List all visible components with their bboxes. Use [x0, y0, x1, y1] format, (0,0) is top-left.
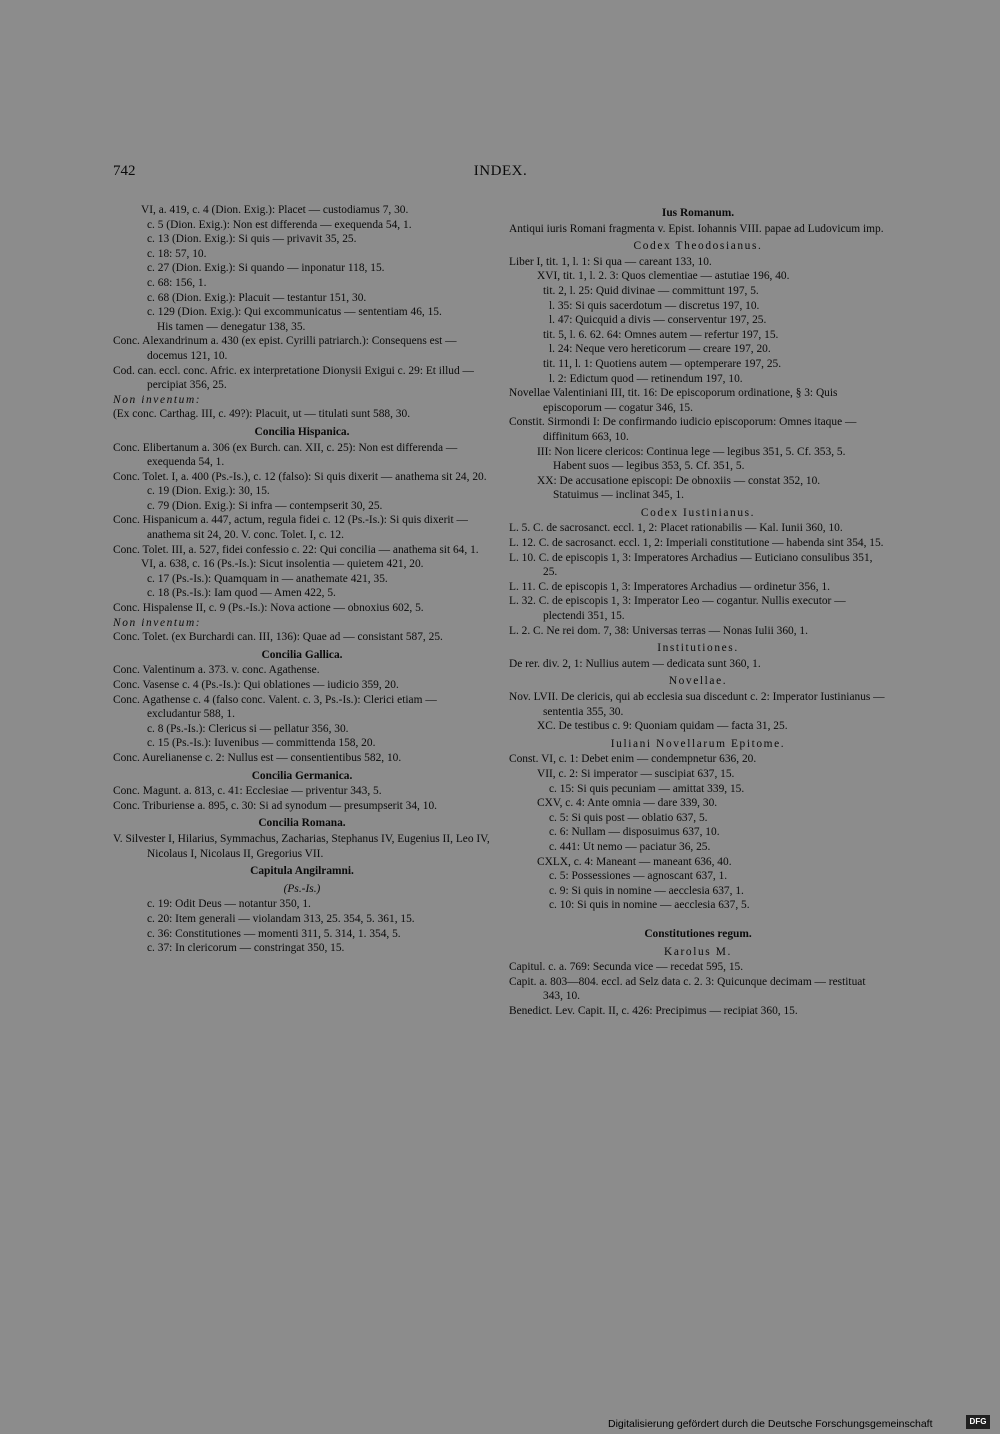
- index-entry: Antiqui iuris Romani fragmenta v. Epist. Iohannis VIII. papae ad Ludovicum imp.: [509, 222, 884, 235]
- index-entry: Conc. Hispanicum a. 447, actum, regula fidei c. 12 (Ps.-Is.): Si quis dixerit — anathema sit 24, 20. V. conc. Tolet. I, c. 12.: [113, 514, 468, 542]
- index-entry: Conc. Tolet. III, a. 527, fidei confessio c. 22: Qui concilia — anathema sit 64, 1.: [113, 543, 479, 556]
- index-entry: Statuimus — inclinat 345, 1.: [553, 489, 684, 502]
- index-entry: c. 18 (Ps.-Is.): Iam quod — Amen 422, 5.: [147, 587, 336, 600]
- index-entry: XX: De accusatione episcopi: De obnoxiis — constat 352, 10.: [537, 474, 821, 487]
- index-entry: Habent suos — legibus 353, 5. Cf. 351, 5.: [553, 460, 745, 473]
- index-entry: c. 36: Constitutiones — momenti 311, 5. 314, 1. 354, 5.: [147, 927, 401, 940]
- index-entry: c. 13 (Dion. Exig.): Si quis — privavit 35, 25.: [147, 233, 357, 246]
- index-entry: c. 8 (Ps.-Is.): Clericus si — pellatur 356, 30.: [147, 722, 349, 735]
- page-number: 742: [113, 163, 136, 179]
- index-entry: tit. 2, l. 25: Quid divinae — committunt 197, 5.: [543, 284, 759, 297]
- index-entry: L. 5. C. de sacrosanct. eccl. 1, 2: Placet rationabilis — Kal. Iunii 360, 10.: [509, 522, 843, 535]
- index-entry: c. 19 (Dion. Exig.): 30, 15.: [147, 485, 270, 498]
- section-heading: Capitula Angilramni.: [250, 865, 354, 878]
- index-entry: c. 20: Item generali — violandam 313, 25. 354, 5. 361, 15.: [147, 912, 415, 925]
- index-entry: c. 17 (Ps.-Is.): Quamquam in — anathemate 421, 35.: [147, 572, 388, 585]
- index-entry: tit. 5, l. 6. 62. 64: Omnes autem — refertur 197, 15.: [543, 328, 779, 341]
- index-entry: His tamen — denegatur 138, 35.: [157, 320, 306, 333]
- subsection-heading: Codex Iustinianus.: [640, 506, 756, 519]
- subsection-label: Non inventum:: [113, 616, 202, 629]
- subsection-heading: Iuliani Novellarum Epitome.: [610, 737, 786, 750]
- index-entry: L. 12. C. de sacrosanct. eccl. 1, 2: Imperiali constitutione — habenda sint 354, 15.: [509, 537, 884, 550]
- index-entry: Conc. Magunt. a. 813, c. 41: Ecclesiae — priventur 343, 5.: [113, 785, 382, 798]
- index-entry: tit. 11, l. 1: Quotiens autem — optemperare 197, 25.: [543, 357, 782, 370]
- section-heading: Concilia Gallica.: [261, 648, 343, 661]
- index-entry: l. 24: Neque vero hereticorum — creare 197, 20.: [549, 343, 771, 356]
- index-entry: Conc. Alexandrinum a. 430 (ex epist. Cyrilli patriarch.): Consequens est — docemus 121, 10.: [113, 335, 457, 362]
- section-heading: Concilia Romana.: [258, 817, 346, 830]
- index-entry: Conc. Aurelianense c. 2: Nullus est — consentientibus 582, 10.: [113, 751, 402, 764]
- index-entry: Conc. Triburiense a. 895, c. 30: Si ad synodum — presumpserit 34, 10.: [113, 799, 437, 812]
- page-header: [113, 163, 888, 183]
- subsection-heading: Codex Theodosianus.: [633, 240, 763, 253]
- index-entry: XVI, tit. 1, l. 2. 3: Quos clementiae — astutiae 196, 40.: [537, 270, 790, 283]
- index-entry: c. 5: Possessiones — agnoscant 637, 1.: [549, 870, 728, 883]
- section-heading: Constitutiones regum.: [644, 927, 752, 940]
- dfg-logo-icon: DFG: [966, 1415, 990, 1429]
- subsection-label: Non inventum:: [113, 393, 202, 406]
- index-entry: c. 68: 156, 1.: [147, 276, 207, 289]
- section-heading: Ius Romanum.: [661, 207, 735, 219]
- index-entry: Conc. Vasense c. 4 (Ps.-Is.): Qui oblationes — iudicio 359, 20.: [113, 679, 399, 691]
- section-note: (Ps.-Is.): [283, 882, 321, 895]
- index-entry: Conc. Agathense c. 4 (falso conc. Valent. c. 3, Ps.-Is.): Clerici etiam — excludantur 588, 1.: [113, 693, 437, 721]
- index-entry: VII, c. 2: Si imperator — suscipiat 637, 15.: [537, 767, 735, 780]
- index-entry: Conc. Tolet. (ex Burchardi can. III, 136): Quae ad — consistant 587, 25.: [113, 631, 443, 644]
- index-entry: c. 9: Si quis in nomine — aecclesia 637, 1.: [549, 884, 744, 897]
- index-entry: L. 10. C. de episcopis 1, 3: Imperatores Archadius — Euticiano consulibus 351, 25.: [509, 551, 873, 579]
- index-entry: L. 2. C. Ne rei dom. 7, 38: Universas terras — Nonas Iulii 360, 1.: [509, 624, 808, 637]
- index-entry: l. 47: Quicquid a divis — conserventur 197, 25.: [549, 314, 767, 327]
- index-entry: l. 35: Si quis sacerdotum — discretus 197, 10.: [549, 299, 760, 312]
- index-entry: c. 37: In clericorum — constringat 350, 15.: [147, 942, 345, 955]
- index-entry: Liber I, tit. 1, l. 1: Si qua — careant 133, 10.: [509, 255, 712, 268]
- index-entry: c. 15: Si quis pecuniam — amittat 339, 15.: [549, 782, 745, 795]
- index-entry: Novellae Valentiniani III, tit. 16: De episcoporum ordinatione, § 3: Quis episcoporum — cogatur 346, 15.: [509, 387, 838, 414]
- index-entry: CXLX, c. 4: Maneant — maneant 636, 40.: [537, 855, 732, 868]
- section-heading: Concilia Germanica.: [251, 769, 353, 782]
- index-entry: Benedict. Lev. Capit. II, c. 426: Precipimus — recipiat 360, 15.: [509, 1004, 798, 1017]
- subsection-heading: Institutiones.: [657, 642, 739, 655]
- index-entry: l. 2: Edictum quod — retinendum 197, 10.: [549, 372, 743, 385]
- index-entry: c. 5 (Dion. Exig.): Non est differenda — exequenda 54, 1.: [147, 218, 412, 231]
- index-entry: c. 6: Nullam — disposuimus 637, 10.: [549, 826, 720, 839]
- index-entry: XC. De testibus c. 9: Quoniam quidam — facta 31, 25.: [537, 720, 788, 733]
- index-entry: c. 5: Si quis post — oblatio 637, 5.: [549, 811, 708, 824]
- index-entry: c. 441: Ut nemo — paciatur 36, 25.: [549, 840, 711, 853]
- funding-credit: Digitalisierung gefördert durch die Deutsche Forschungsgemeinschaft: [608, 1418, 933, 1430]
- index-entry: c. 10: Si quis in nomine — aecclesia 637, 5.: [549, 899, 750, 912]
- index-entry: Conc. Valentinum a. 373. v. conc. Agathense.: [113, 664, 320, 677]
- subsection-heading: Karolus M.: [664, 945, 732, 958]
- index-entry: Conc. Elibertanum a. 306 (ex Burch. can. XII, c. 25): Non est differenda — exequenda 54, 1.: [113, 441, 458, 469]
- index-entry: VI, a. 419, c. 4 (Dion. Exig.): Placet — custodiamus 7, 30.: [141, 204, 409, 216]
- subsection-heading: Novellae.: [668, 675, 728, 688]
- running-title: INDEX.: [473, 163, 528, 179]
- index-column-left: [113, 203, 491, 956]
- index-entry: VI, a. 638, c. 16 (Ps.-Is.): Sicut insolentia — quietem 421, 20.: [141, 558, 424, 571]
- index-entry: c. 79 (Dion. Exig.): Si infra — contempserit 30, 25.: [147, 499, 383, 512]
- index-entry: c. 129 (Dion. Exig.): Qui excommunicatus — sententiam 46, 15.: [147, 306, 442, 319]
- index-entry: c. 15 (Ps.-Is.): Iuvenibus — committenda 158, 20.: [147, 737, 376, 750]
- index-entry: Capitul. c. a. 769: Secunda vice — recedat 595, 15.: [509, 961, 744, 974]
- index-entry: Nov. LVII. De clericis, qui ab ecclesia sua discedunt c. 2: Imperator Iustinianus — sententia 355, 30.: [509, 691, 885, 718]
- index-entry: L. 32. C. de episcopis 1, 3: Imperator Leo — cogantur. Nullis executor — plectendi 351, 15.: [509, 595, 846, 623]
- index-entry: c. 68 (Dion. Exig.): Placuit — testantur 151, 30.: [147, 291, 367, 304]
- index-entry: Conc. Tolet. I, a. 400 (Ps.-Is.), c. 12 (falso): Si quis dixerit — anathema sit 24, 20.: [113, 470, 487, 483]
- index-entry: V. Silvester I, Hilarius, Symmachus, Zacharias, Stephanus IV, Eugenius II, Leo IV, Nicolaus I, Nicolaus II, Gregorius VII.: [113, 832, 490, 860]
- index-column-right: [509, 203, 887, 1018]
- index-entry: Capit. a. 803—804. eccl. ad Selz data c. 2. 3: Quicunque decimam — restituat 343, 10.: [509, 975, 866, 1003]
- section-heading: Concilia Hispanica.: [254, 425, 350, 438]
- index-entry: III: Non licere clericos: Continua lege — legibus 351, 5. Cf. 353, 5.: [537, 445, 846, 458]
- index-entry: Conc. Hispalense II, c. 9 (Ps.-Is.): Nova actione — obnoxius 602, 5.: [113, 602, 424, 615]
- index-entry: De rer. div. 2, 1: Nullius autem — dedicata sunt 360, 1.: [509, 657, 761, 670]
- index-entry: c. 18: 57, 10.: [147, 247, 207, 260]
- index-entry: c. 19: Odit Deus — notantur 350, 1.: [147, 898, 311, 911]
- index-entry: L. 11. C. de episcopis 1, 3: Imperatores Archadius — ordinetur 356, 1.: [509, 580, 830, 593]
- index-entry: CXV, c. 4: Ante omnia — dare 339, 30.: [537, 797, 718, 810]
- index-entry: Const. VI, c. 1: Debet enim — condempnetur 636, 20.: [509, 753, 757, 766]
- index-entry: c. 27 (Dion. Exig.): Si quando — inponatur 118, 15.: [147, 262, 385, 275]
- index-entry: Cod. can. eccl. conc. Afric. ex interpretatione Dionysii Exigui c. 29: Et illud — percipiat 356, 25.: [113, 364, 474, 392]
- index-entry: (Ex conc. Carthag. III, c. 49?): Placuit, ut — titulati sunt 588, 30.: [113, 408, 411, 421]
- index-entry: Constit. Sirmondi I: De confirmando iudicio episcoporum: Omnes itaque — diffinitum 663, 10.: [509, 416, 857, 443]
